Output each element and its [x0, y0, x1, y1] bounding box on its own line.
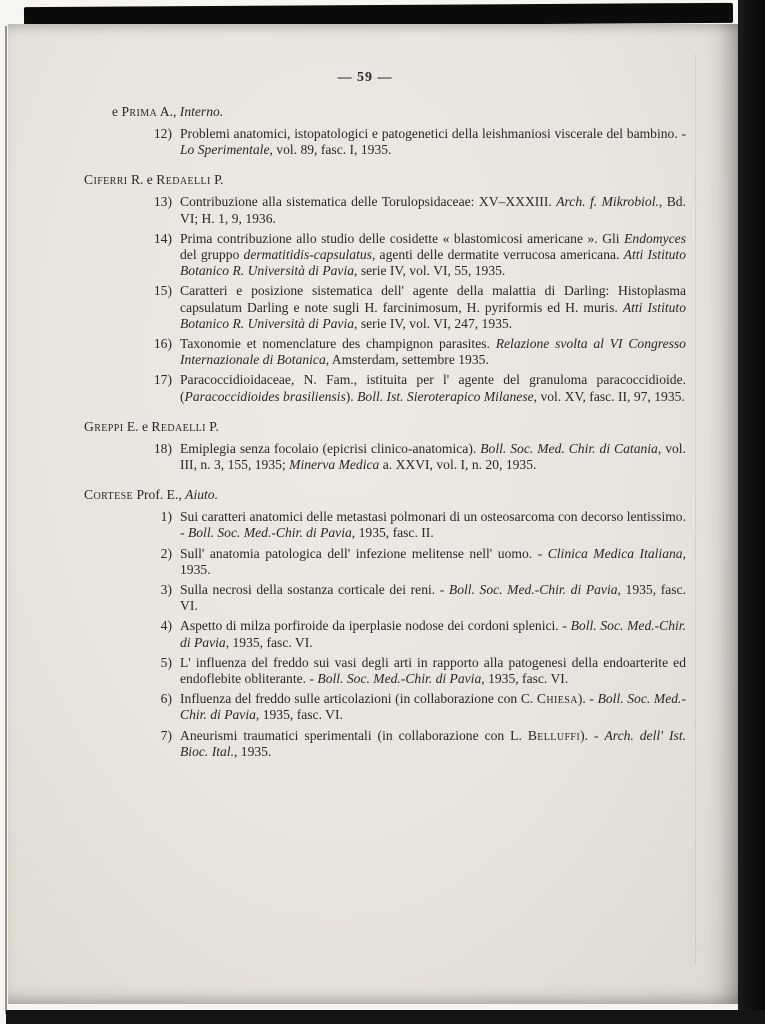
entry-text-segment: , 1935, fasc. II.	[351, 525, 434, 541]
bibliography-section	[84, 487, 686, 760]
page-crease	[695, 54, 696, 964]
entry-text-segment: Prof. E.,	[133, 487, 186, 503]
entry-number: 13)	[153, 194, 172, 210]
entry-text-segment: Prima contribuzione allo studio delle cosidette « blastomicosi americane ». Gli	[180, 230, 625, 246]
entry-text-segment: del gruppo	[180, 247, 244, 263]
page-number: — 59 —	[337, 70, 393, 85]
journal-title: Boll. Soc. Med.-Chir. di Pavia	[448, 582, 618, 598]
entry-text	[180, 194, 686, 225]
author-name: Cortese	[84, 487, 134, 503]
entry-text	[180, 509, 686, 540]
journal-title: Atti Istituto Botanico R. Università di Pavia	[180, 299, 686, 331]
entry-text-segment: Sulla necrosi della sostanza corticale dei reni. -	[180, 582, 449, 598]
scan-edge-left	[5, 26, 7, 1014]
bibliography-entry	[84, 618, 686, 650]
bibliography-entry	[84, 546, 686, 578]
entry-text-segment: ). -	[577, 691, 598, 707]
bibliography-entry	[84, 655, 686, 687]
entry-text-segment: Influenza del freddo sulle articolazioni (in collaborazione con C.	[180, 691, 537, 707]
entry-text-segment: ). -	[580, 727, 605, 743]
entry-text-segment: Sui caratteri anatomici delle metastasi polmonari di un osteosarcoma con decorso lentissimo. -	[180, 509, 686, 541]
author-name: Belluffi	[527, 727, 581, 743]
entry-text	[180, 372, 686, 403]
entry-text-segment: Problemi anatomici, istopatologici e patogenetici della leishmaniosi viscerale del bambino. -	[180, 126, 686, 141]
author-name: Prima	[121, 104, 158, 119]
entry-text-segment: a. XXVI, vol. I, n. 20, 1935.	[379, 457, 537, 473]
scan-edge-bottom	[6, 1010, 765, 1024]
entry-text-segment: , Amsterdam, settembre 1935.	[325, 352, 489, 368]
entry-number: 3)	[160, 582, 172, 598]
journal-title: Boll. Soc. Med.-Chir. di Pavia	[317, 671, 482, 687]
entry-text-segment: P.	[205, 418, 219, 434]
entry-number: 12)	[153, 126, 172, 141]
bibliography-section	[84, 104, 686, 158]
entry-number: 6)	[160, 691, 172, 707]
entry-text-segment: Aspetto di milza porfiroide da iperplasie nodose dei cordoni splenici. -	[180, 618, 571, 634]
entry-number: 16)	[153, 336, 172, 352]
bibliography-entry	[84, 691, 686, 723]
page	[8, 24, 738, 1004]
entry-number: 1)	[160, 509, 172, 525]
scan-edge-right	[738, 0, 765, 1024]
bibliography-entry	[84, 441, 686, 473]
entry-text-segment: ).	[345, 388, 358, 404]
entry-text	[180, 336, 686, 367]
entry-text-segment: Taxonomie et nomenclature des champignon parasites.	[180, 336, 496, 352]
journal-title: Boll. Soc. Med.-Chir. di Pavia	[180, 618, 686, 650]
entry-text-segment: P.	[210, 172, 224, 188]
entry-text-segment: Caratteri e posizione sistematica dell' agente della malattia di Darling: Histoplasma capsulatum Darling e note sugli H. farcinimosum, H. pyriformis ed H. muris.	[180, 283, 686, 315]
entry-text-segment: , serie IV, vol. VI, 55, 1935.	[354, 263, 506, 279]
entry-text-segment: , agenti delle dermatite verrucosa americana.	[371, 247, 624, 263]
entry-text	[180, 582, 686, 613]
journal-title: Clinica Medica Italiana	[547, 545, 683, 561]
entry-text	[180, 126, 686, 157]
journal-title: Interno.	[179, 104, 224, 119]
entry-number: 4)	[160, 618, 172, 634]
entry-text	[180, 441, 686, 472]
entry-text-segment: , vol. III, n. 3, 155, 1935;	[180, 440, 686, 473]
section-author-heading	[84, 419, 686, 435]
entry-text-segment: , 1935, fasc. VI.	[180, 582, 686, 614]
journal-title: Boll. Soc. Med.-Chir. di Pavia	[187, 525, 352, 541]
entry-text-segment: Sull' anatomia patologica dell' infezione melitense nell' uomo. -	[180, 545, 548, 561]
entry-text-segment: , Bd. VI; H. 1, 9, 1936.	[180, 194, 686, 226]
entry-text	[180, 728, 686, 759]
journal-title: Minerva Medica	[289, 457, 380, 473]
entry-text-segment: Emiplegia senza focolaio (epicrisi clinico-anatomica).	[180, 440, 481, 456]
entry-text	[180, 283, 686, 330]
bibliography-entry	[84, 283, 686, 332]
bibliography-section	[84, 419, 686, 473]
journal-title: Lo Sperimentale	[180, 142, 270, 158]
entry-text-segment: , 1935, fasc. VI.	[225, 634, 313, 650]
entry-text-segment: Paracoccidioidaceae, N. Fam., istituita per l' agente del granuloma paracoccidioide. (	[180, 372, 686, 404]
journal-title: Arch. f. Mikrobiol.	[556, 194, 659, 210]
entry-number: 15)	[153, 283, 172, 299]
bibliography-entry	[84, 728, 686, 760]
bibliography	[84, 104, 686, 760]
entry-text	[180, 655, 686, 686]
entry-text	[180, 618, 686, 649]
entry-text-segment: , 1935.	[180, 545, 686, 577]
journal-title: Arch. dell' Ist. Bioc. Ital.	[180, 727, 686, 759]
entry-text-segment: E. e	[123, 418, 152, 434]
entry-number: 7)	[160, 727, 172, 743]
entry-text-segment: A.,	[157, 104, 180, 119]
bibliography-entry	[84, 336, 686, 368]
bibliography-entry	[84, 582, 686, 614]
journal-title: Aiuto.	[185, 487, 219, 503]
bibliography-entry	[84, 509, 686, 541]
entry-number: 18)	[153, 440, 172, 456]
entry-text-segment: , 1935.	[233, 743, 272, 759]
entry-text-segment: , serie IV, vol. VI, 247, 1935.	[354, 315, 513, 331]
entry-text-segment: L' influenza del freddo sui vasi degli arti in rapporto alla patogenesi della endoarterite ed endoflebite obliterante. -	[180, 654, 686, 687]
bibliography-section	[84, 172, 686, 404]
journal-title: dermatitidis-capsulatus	[243, 247, 372, 263]
entry-number: 14)	[153, 230, 172, 246]
entry-text	[180, 691, 686, 722]
author-name: Chiesa	[536, 691, 578, 707]
entry-text-segment: , vol. XV, fasc. II, 97, 1935.	[533, 388, 685, 404]
author-name: Ciferri	[84, 172, 128, 188]
journal-title: Paracoccidioides brasiliensis	[184, 388, 346, 404]
entry-text-segment: e	[112, 104, 122, 119]
journal-title: Relazione svolta al VI Congresso Internazionale di Botanica	[180, 336, 686, 368]
section-author-heading	[84, 487, 686, 503]
journal-title: Atti Istituto Botanico R. Università di Pavia	[180, 247, 687, 279]
journal-title: Boll. Ist. Sieroterapico Milanese	[357, 388, 534, 404]
entry-text	[180, 231, 686, 278]
entry-number: 17)	[153, 372, 172, 388]
entry-text-segment: , vol. 89, fasc. I, 1935.	[269, 142, 392, 158]
entry-text-segment: , 1935, fasc. VI.	[255, 707, 343, 723]
journal-title: Boll. Soc. Med. Chir. di Catania	[480, 440, 658, 456]
bibliography-entry	[84, 194, 686, 226]
entry-text	[180, 546, 686, 577]
author-name: Greppi	[84, 418, 124, 434]
entry-number: 5)	[160, 654, 172, 670]
bibliography-entry	[84, 372, 686, 404]
bibliography-entry	[84, 126, 686, 158]
entry-number: 2)	[160, 545, 172, 561]
section-author-heading	[112, 104, 686, 120]
entry-text-segment: R. e	[127, 172, 157, 188]
section-author-heading	[84, 172, 686, 188]
author-name: Redaelli	[156, 172, 211, 188]
journal-title: Boll. Soc. Med.-Chir. di Pavia	[180, 691, 686, 723]
entry-text-segment: Aneurismi traumatici sperimentali (in collaborazione con L.	[180, 727, 528, 743]
entry-text-segment: Contribuzione alla sistematica delle Torulopsidaceae: XV–XXXIII.	[180, 194, 557, 210]
entry-text-segment: , 1935, fasc. VI.	[481, 671, 569, 687]
bibliography-entry	[84, 231, 686, 280]
journal-title: Endomyces	[624, 230, 686, 246]
author-name: Redaelli	[151, 418, 206, 434]
